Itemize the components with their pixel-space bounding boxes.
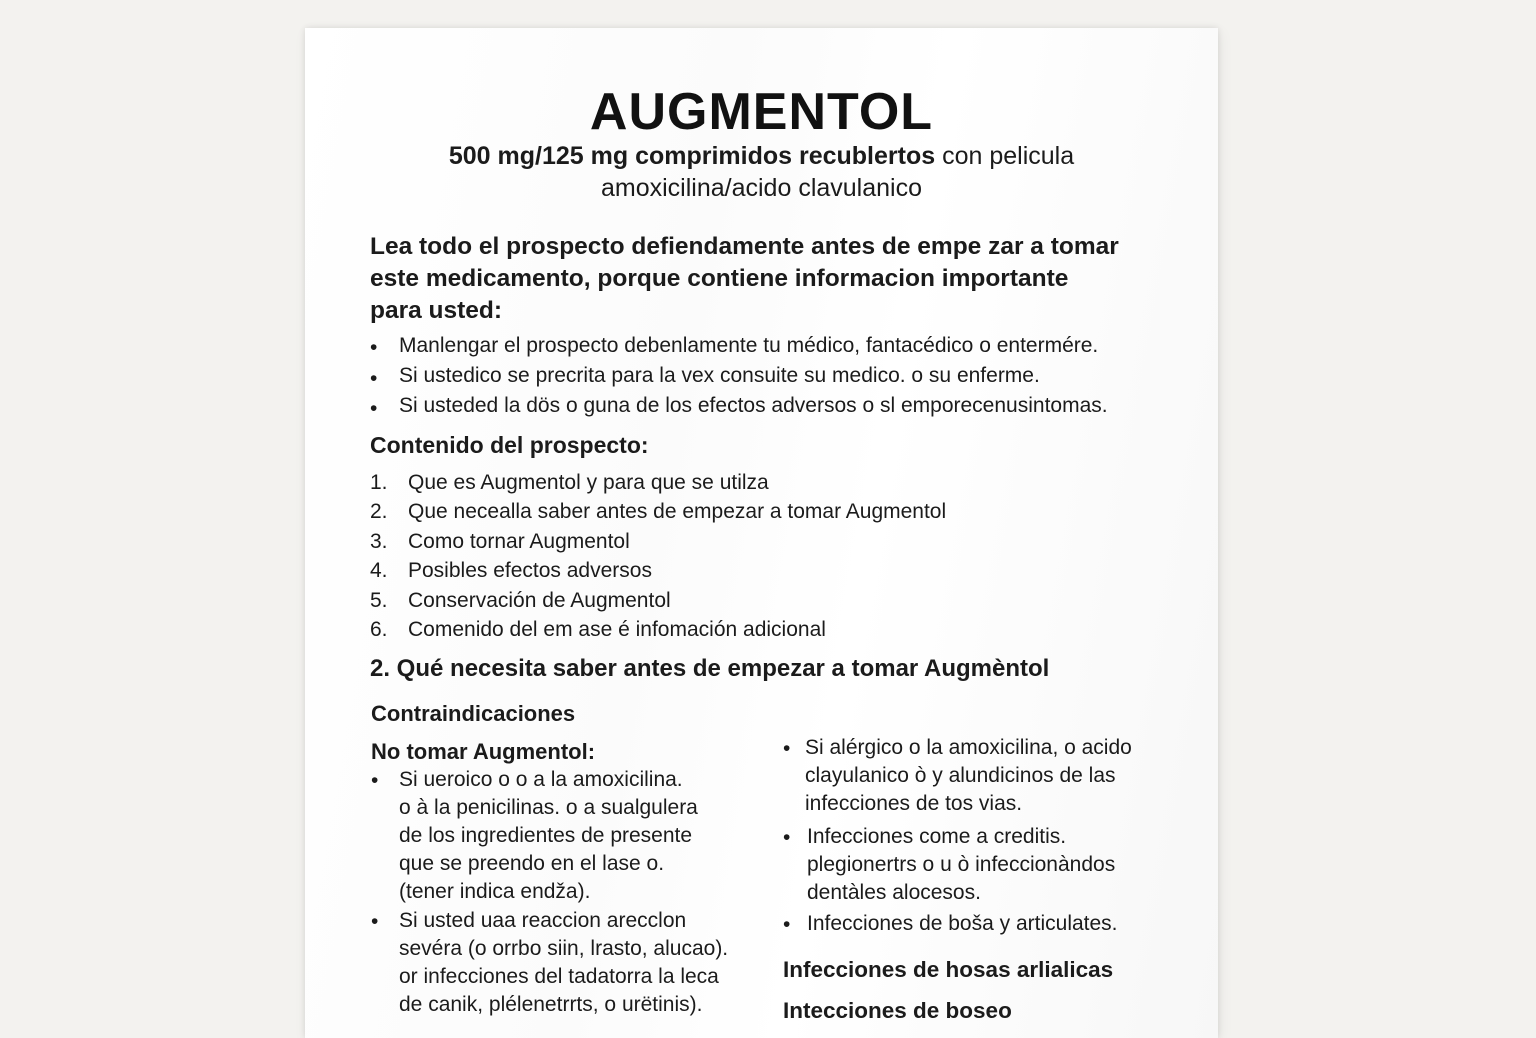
contraindication-item: Si usted uaa reaccion arecclon sevéra (o orrbo siin, lrasto, alucao). or infecciones del tadatorra la leca de canik, plélenetrrts, o urëtinis). — [399, 909, 729, 1016]
bullet-dot: • — [370, 397, 378, 420]
contents-item: Conservación de Augmentol — [408, 589, 671, 612]
contents-number: 2. — [370, 500, 388, 523]
bullet-dot: • — [783, 913, 791, 936]
intro-bullet: Si usteded la dös o guna de los efectos adversos o sl emporecenusintomas. — [399, 394, 1108, 417]
right-item: Infecciones come a creditis. plegionertrs o u ò infeccionàndos dentàles alocesos. — [807, 825, 1116, 904]
contraindication-item: Si ueroico o o a la amoxicilina. o à la penicilinas. o a sualgulera de los ingredientes de presente que se preendo en el lase o. (tener indica endža). — [399, 768, 698, 903]
no-tomar-heading: No tomar Augmentol: — [371, 739, 596, 764]
contents-item: Que necealla saber antes de empezar a tomar Augmentol — [408, 500, 947, 523]
contraindications-heading: Contraindicaciones — [371, 701, 576, 726]
right-heading-2: Intecciones de boseo — [783, 998, 1012, 1023]
contents-number: 3. — [370, 530, 388, 553]
section2-heading: 2. Qué necesita saber antes de empezar a tomar Augmèntol — [370, 655, 1050, 682]
right-heading-1: Infecciones de hosas arlialicas — [783, 957, 1114, 982]
contents-item: Comenido del em ase é infomación adicional — [408, 618, 826, 641]
leaflet-sheet — [305, 28, 1218, 1038]
contents-item: Posibles efectos adversos — [408, 559, 652, 582]
strength-rest: con pelicula — [935, 142, 1075, 170]
warning-paragraph: Lea todo el prospecto defiendamente antes de empe zar a tomar este medicamento, porque contiene informacion importante para usted: — [370, 233, 1119, 324]
contents-number: 6. — [370, 618, 388, 641]
contents-number: 1. — [370, 471, 388, 494]
contents-number: 5. — [370, 589, 388, 612]
right-item: Si alérgico o la amoxicilina, o acido clayulanico ò y alundicinos de las infecciones de tos vias. — [805, 736, 1132, 815]
active-ingredients: amoxicilina/acido clavulanico — [601, 174, 922, 202]
bullet-dot: • — [370, 367, 378, 390]
contents-item: Como tornar Augmentol — [408, 530, 630, 553]
strength-bold: 500 mg/125 mg comprimidos recublertos — [448, 142, 936, 170]
contents-item: Que es Augmentol y para que se utilza — [408, 471, 769, 494]
product-title: AUGMENTOL — [589, 83, 934, 141]
contents-number: 4. — [370, 559, 388, 582]
bullet-dot: • — [371, 769, 379, 792]
bullet-dot: • — [371, 910, 379, 933]
bullet-dot: • — [783, 826, 791, 849]
product-strength — [305, 142, 1218, 171]
intro-bullet: Si ustedico se precrita para la vex consuite su medico. o su enferme. — [399, 364, 1040, 387]
intro-bullet: Manlengar el prospecto debenlamente tu médico, fantacédico o entermére. — [399, 334, 1099, 357]
contents-heading: Contenido del prospecto: — [370, 432, 649, 458]
bullet-dot: • — [783, 737, 791, 760]
right-item: Infecciones de boša y articulates. — [807, 912, 1118, 935]
bullet-dot: • — [370, 336, 378, 359]
